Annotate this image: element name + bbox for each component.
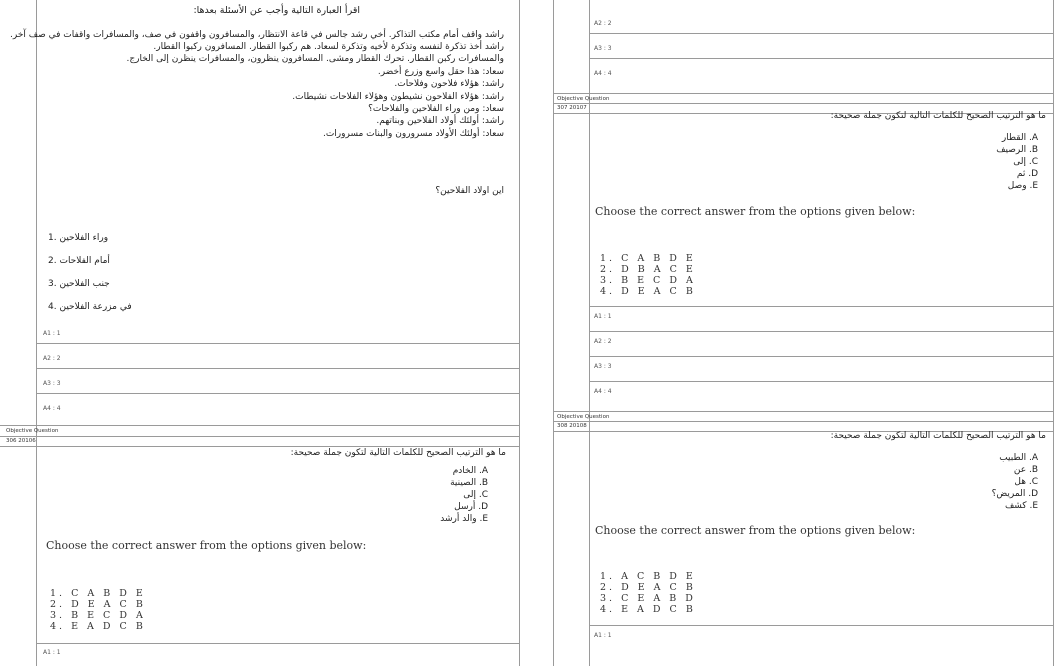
question-prompt: ما هو الترتيب الصحيح للكلمات التالية لتكون جملة صحيحة: bbox=[830, 431, 1046, 441]
word-item: B. الرصيف bbox=[996, 145, 1038, 155]
option-text: جنب الفلاحين bbox=[59, 279, 110, 289]
answer-option[interactable]: 3. B E C D A bbox=[600, 275, 696, 286]
answer-label: A1 : 1 bbox=[43, 330, 61, 337]
answer-option[interactable]: 3. B E C D A bbox=[50, 610, 146, 621]
answer-label: A2 : 2 bbox=[594, 338, 612, 345]
row-divider bbox=[36, 393, 520, 394]
header-divider bbox=[0, 436, 520, 437]
answer-option[interactable]: 4. E A D C B bbox=[600, 604, 696, 615]
question-id-label: 308 20108 bbox=[557, 423, 587, 429]
word-item: B. عن bbox=[1013, 465, 1038, 475]
answer-option[interactable]: 2. D B A C E bbox=[600, 264, 696, 275]
left-right-border bbox=[519, 0, 520, 666]
question-type-label: Objective Question bbox=[557, 96, 610, 102]
passage-line: سعاد: ومن وراء الفلاحين والفلاحات؟ bbox=[368, 104, 504, 114]
passage-line: راشد: هؤلاء فلاحون وفلاحات. bbox=[394, 79, 504, 89]
answer-label: A3 : 3 bbox=[594, 45, 612, 52]
question-id-label: 307 20107 bbox=[557, 105, 587, 111]
row-divider bbox=[589, 33, 1054, 34]
option-number: 2. bbox=[48, 256, 57, 266]
question-type-label: Objective Question bbox=[557, 414, 610, 420]
passage-line: سعاد: هذا حقل واسع وزرع أخضر. bbox=[377, 67, 504, 77]
row-divider bbox=[36, 643, 520, 644]
header-divider bbox=[0, 446, 520, 447]
option-text: في مزرعة الفلاحين bbox=[59, 302, 132, 312]
word-item: A. الخادم bbox=[452, 466, 488, 476]
answer-label: A1 : 1 bbox=[43, 649, 61, 656]
passage-line: سعاد: أولئك الأولاد مسرورون والبنات مسرورات. bbox=[322, 129, 504, 139]
left-column bbox=[0, 0, 520, 666]
section-divider bbox=[553, 93, 1054, 94]
word-item: E. والد أرشد bbox=[440, 514, 488, 524]
word-item: A. الطبيب bbox=[999, 453, 1038, 463]
passage-line: والمسافرات ركبن القطار. تحرك القطار ومشى. المسافرون ينظرون، والمسافرات ينظرن إلى الخارج. bbox=[126, 54, 504, 64]
option-1[interactable] bbox=[48, 233, 108, 245]
option-text: وراء الفلاحين bbox=[59, 233, 109, 243]
answer-label: A3 : 3 bbox=[594, 363, 612, 370]
answer-option[interactable]: 1. C A B D E bbox=[600, 253, 696, 264]
option-4[interactable] bbox=[48, 302, 132, 314]
option-3[interactable] bbox=[48, 279, 110, 291]
word-item: A. القطار bbox=[1001, 133, 1038, 143]
option-2[interactable] bbox=[48, 256, 110, 268]
passage-line: راشد أخذ تذكرة لنفسه وتذكرة لأخيه وتذكرة لسعاد. هم ركبوا القطار. المسافرون ركبوا القطار. bbox=[153, 42, 504, 52]
row-divider bbox=[589, 58, 1054, 59]
answer-label: A4 : 4 bbox=[594, 70, 612, 77]
left-margin-line bbox=[36, 0, 37, 666]
answer-option[interactable]: 1. C A B D E bbox=[50, 588, 146, 599]
row-divider bbox=[36, 368, 520, 369]
row-divider bbox=[589, 625, 1054, 626]
right-column bbox=[553, 0, 1054, 666]
instruction-text: Choose the correct answer from the options given below: bbox=[595, 205, 916, 218]
header-divider bbox=[553, 421, 1054, 422]
word-item: C. إلى bbox=[463, 490, 488, 500]
row-divider bbox=[589, 381, 1054, 382]
answer-label: A1 : 1 bbox=[594, 313, 612, 320]
answer-option[interactable]: 4. D E A C B bbox=[600, 286, 696, 297]
word-item: E. كشف bbox=[1004, 501, 1038, 511]
answer-option[interactable]: 2. D E A C B bbox=[600, 582, 696, 593]
question-id-label: 306 20106 bbox=[6, 438, 36, 444]
right-left-border bbox=[553, 0, 554, 666]
answer-label: A4 : 4 bbox=[43, 405, 61, 412]
row-divider bbox=[589, 356, 1054, 357]
question-type-label: Objective Question bbox=[6, 428, 59, 434]
question-text: اين اولاد الفلاحين؟ bbox=[435, 186, 504, 196]
answer-option[interactable]: 4. E A D C B bbox=[50, 621, 146, 632]
word-item: D. أرسل bbox=[454, 502, 488, 512]
answer-label: A2 : 2 bbox=[594, 20, 612, 27]
answer-option[interactable]: 1. A C B D E bbox=[600, 571, 696, 582]
word-item: B. الصينية bbox=[450, 478, 488, 488]
option-number: 3. bbox=[48, 279, 57, 289]
answer-label: A4 : 4 bbox=[594, 388, 612, 395]
question-prompt: ما هو الترتيب الصحيح للكلمات التالية لتكون جملة صحيحة: bbox=[830, 111, 1046, 121]
answer-option[interactable]: 3. C E A B D bbox=[600, 593, 696, 604]
word-item: C. إلى bbox=[1013, 157, 1038, 167]
passage-line: راشد واقف أمام مكتب التذاكر. أخي رشد جالس في قاعة الانتظار، والمسافرون واقفون في صف، والمسافرات واقفات في صف آخر. bbox=[10, 30, 504, 40]
row-divider bbox=[589, 331, 1054, 332]
passage-line: راشد: هؤلاء الفلاحون نشيطون وهؤلاء الفلاحات نشيطات. bbox=[292, 92, 504, 102]
word-item: E. وصل bbox=[1007, 181, 1038, 191]
section-divider bbox=[0, 425, 520, 426]
answer-option[interactable]: 2. D E A C B bbox=[50, 599, 146, 610]
instruction-text: Choose the correct answer from the options given below: bbox=[595, 524, 916, 537]
word-item: D. ثم bbox=[1016, 169, 1038, 179]
instruction-text: Choose the correct answer from the options given below: bbox=[46, 539, 367, 552]
word-item: C. هل bbox=[1014, 477, 1038, 487]
passage-line: راشد: أولئك أولاد الفلاحين وبناتهم. bbox=[376, 116, 504, 126]
passage-title: اقرأ العبارة التالية وأجب عن الأسئلة بعدها: bbox=[193, 5, 360, 16]
option-number: 1. bbox=[48, 233, 57, 243]
row-divider bbox=[36, 343, 520, 344]
answer-label: A1 : 1 bbox=[594, 632, 612, 639]
section-divider bbox=[553, 411, 1054, 412]
word-item: D. المريض؟ bbox=[991, 489, 1038, 499]
option-text: أمام الفلاحات bbox=[59, 256, 110, 266]
option-number: 4. bbox=[48, 302, 57, 312]
row-divider bbox=[589, 306, 1054, 307]
header-divider bbox=[553, 103, 1054, 104]
question-prompt: ما هو الترتيب الصحيح للكلمات التالية لتكون جملة صحيحة: bbox=[290, 448, 506, 458]
answer-label: A3 : 3 bbox=[43, 380, 61, 387]
answer-label: A2 : 2 bbox=[43, 355, 61, 362]
